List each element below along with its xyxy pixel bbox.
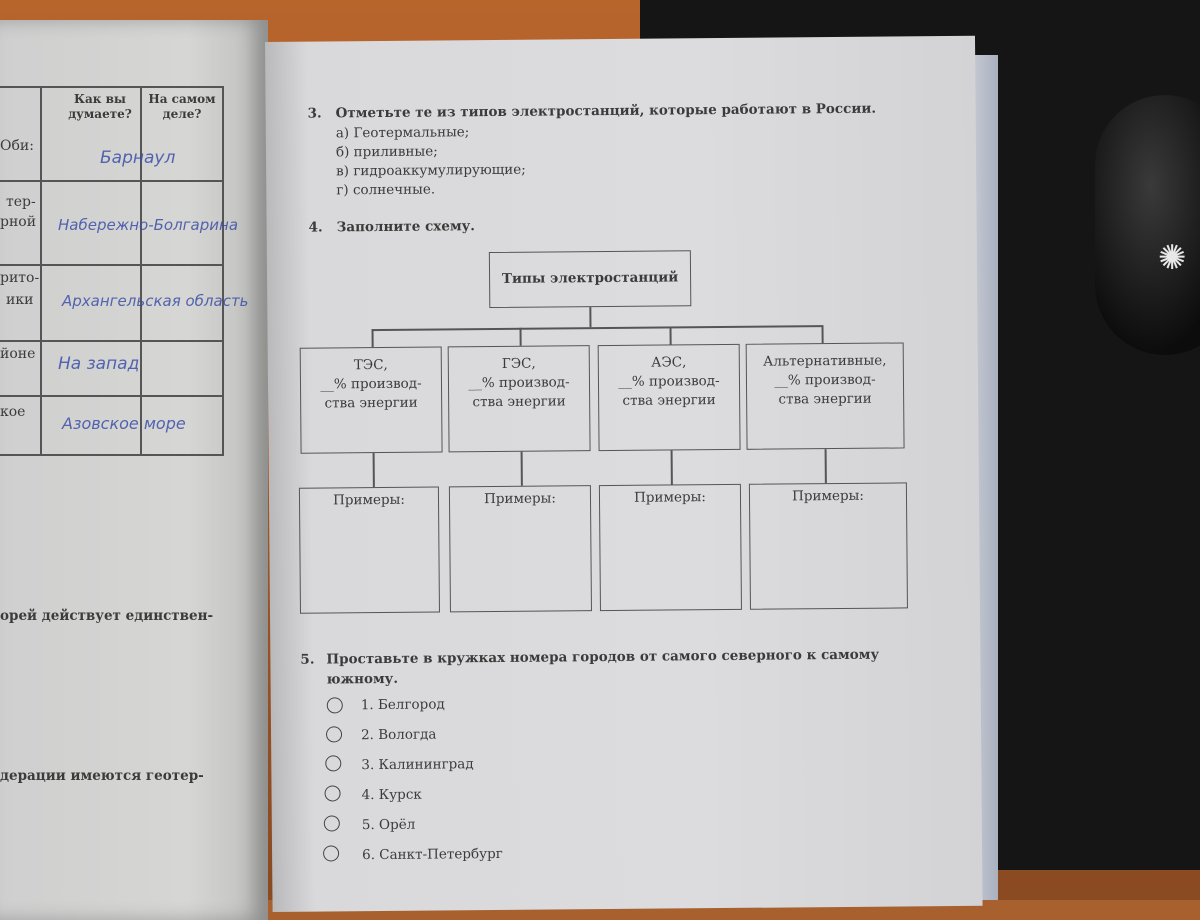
row-fragment: Оби: [0, 138, 34, 154]
city-option: 1. Белгород [360, 696, 445, 714]
city-option: 5. Орёл [361, 816, 416, 834]
scheme-connector [669, 326, 671, 344]
text-fragment: дерации имеются геотер- [0, 768, 204, 784]
examples-label: Примеры: [633, 489, 706, 506]
type-suffix: ства энергии [472, 393, 566, 411]
table-line [0, 264, 222, 266]
q5-title-line1: Проставьте в кружках номера городов от самого северного к самому [326, 646, 880, 668]
handwritten-answer: Набережно-Болгарина [58, 216, 239, 234]
examples-box-tes[interactable] [299, 486, 440, 613]
scheme-connector [521, 452, 523, 486]
scheme-type-box-tes [300, 346, 443, 453]
scheme-root-label: Типы электростанций [501, 269, 679, 287]
type-percent: __% производ- [774, 371, 876, 389]
scheme-type-box-alternative [746, 342, 905, 449]
answer-circle[interactable] [327, 697, 343, 713]
type-suffix: ства энергии [324, 394, 418, 412]
scheme-connector [520, 328, 522, 346]
q4-number: 4. [308, 219, 323, 236]
q3-option: г) солнечные. [336, 181, 436, 199]
row-fragment: тер- [6, 194, 36, 210]
examples-label: Примеры: [484, 490, 556, 508]
row-fragment: кое [0, 404, 26, 420]
handwritten-answer: Барнаул [100, 148, 176, 168]
table-line [0, 395, 222, 397]
text-fragment: орей действует единствен- [0, 608, 214, 624]
mouse-logo-icon: ✺ [1158, 238, 1187, 278]
q3-option: б) приливные; [335, 143, 438, 161]
table-line [0, 454, 222, 456]
row-fragment: рито- [0, 270, 40, 286]
answer-circle[interactable] [323, 845, 339, 861]
table-line [0, 180, 222, 182]
examples-box-aes[interactable] [599, 484, 742, 611]
examples-box-alternative[interactable] [749, 482, 908, 609]
table-line [140, 86, 142, 456]
scheme-connector [372, 329, 374, 347]
examples-label: Примеры: [791, 487, 864, 505]
table-header-think: Как вы думаете? [68, 92, 132, 121]
q5-title-line2: южному. [326, 670, 399, 688]
q3-number: 3. [307, 105, 322, 122]
table-line [222, 86, 224, 456]
q3-title: Отметьте те из типов электростанций, которые работают в России. [335, 100, 877, 122]
handwritten-answer: Азовское море [62, 414, 186, 433]
right-page [265, 36, 983, 912]
city-option: 6. Санкт-Петербург [362, 845, 503, 864]
type-suffix: ства энергии [778, 390, 872, 408]
scheme-connector [821, 325, 823, 343]
answer-circle[interactable] [324, 815, 340, 831]
q3-option: в) гидроаккумулирующие; [336, 161, 526, 180]
answer-circle[interactable] [325, 755, 341, 771]
type-percent: __% производ- [468, 374, 570, 392]
scheme-type-box-ges [448, 345, 591, 452]
city-option: 3. Калининград [361, 756, 474, 774]
scheme-root-box [489, 250, 691, 308]
scheme-connector [373, 453, 375, 487]
row-fragment: ики [6, 292, 34, 308]
table-line [0, 86, 222, 88]
scheme-connector [589, 307, 591, 327]
q4-title: Заполните схему. [336, 218, 476, 236]
scheme-type-box-aes [598, 344, 741, 451]
scheme-connector [825, 449, 827, 483]
handwritten-answer: Архангельская область [62, 292, 249, 310]
type-percent: __% производ- [320, 375, 422, 393]
answer-circle[interactable] [324, 785, 340, 801]
computer-mouse [1095, 95, 1200, 355]
type-label: Альтернативные, [763, 352, 887, 370]
q3-option: а) Геотермальные; [335, 124, 470, 142]
row-fragment: рной [0, 214, 37, 230]
city-option: 2. Вологда [360, 726, 437, 744]
answer-circle[interactable] [326, 726, 342, 742]
table-line [40, 86, 42, 456]
type-suffix: ства энергии [622, 392, 716, 409]
city-option: 4. Курск [361, 786, 422, 804]
type-percent: __% производ- [618, 373, 720, 390]
type-label: АЭС, [651, 354, 687, 371]
scheme-connector [671, 450, 673, 484]
row-fragment: йоне [0, 346, 36, 362]
q5-number: 5. [300, 651, 315, 668]
table-line [0, 340, 222, 342]
table-header-actual: На самом деле? [148, 92, 216, 121]
examples-box-ges[interactable] [449, 485, 592, 612]
left-page [0, 20, 268, 920]
handwritten-answer: На запад [58, 354, 140, 374]
examples-label: Примеры: [333, 491, 405, 509]
type-label: ТЭС, [353, 356, 388, 374]
scheme-connector [372, 325, 822, 330]
type-label: ГЭС, [501, 355, 536, 372]
